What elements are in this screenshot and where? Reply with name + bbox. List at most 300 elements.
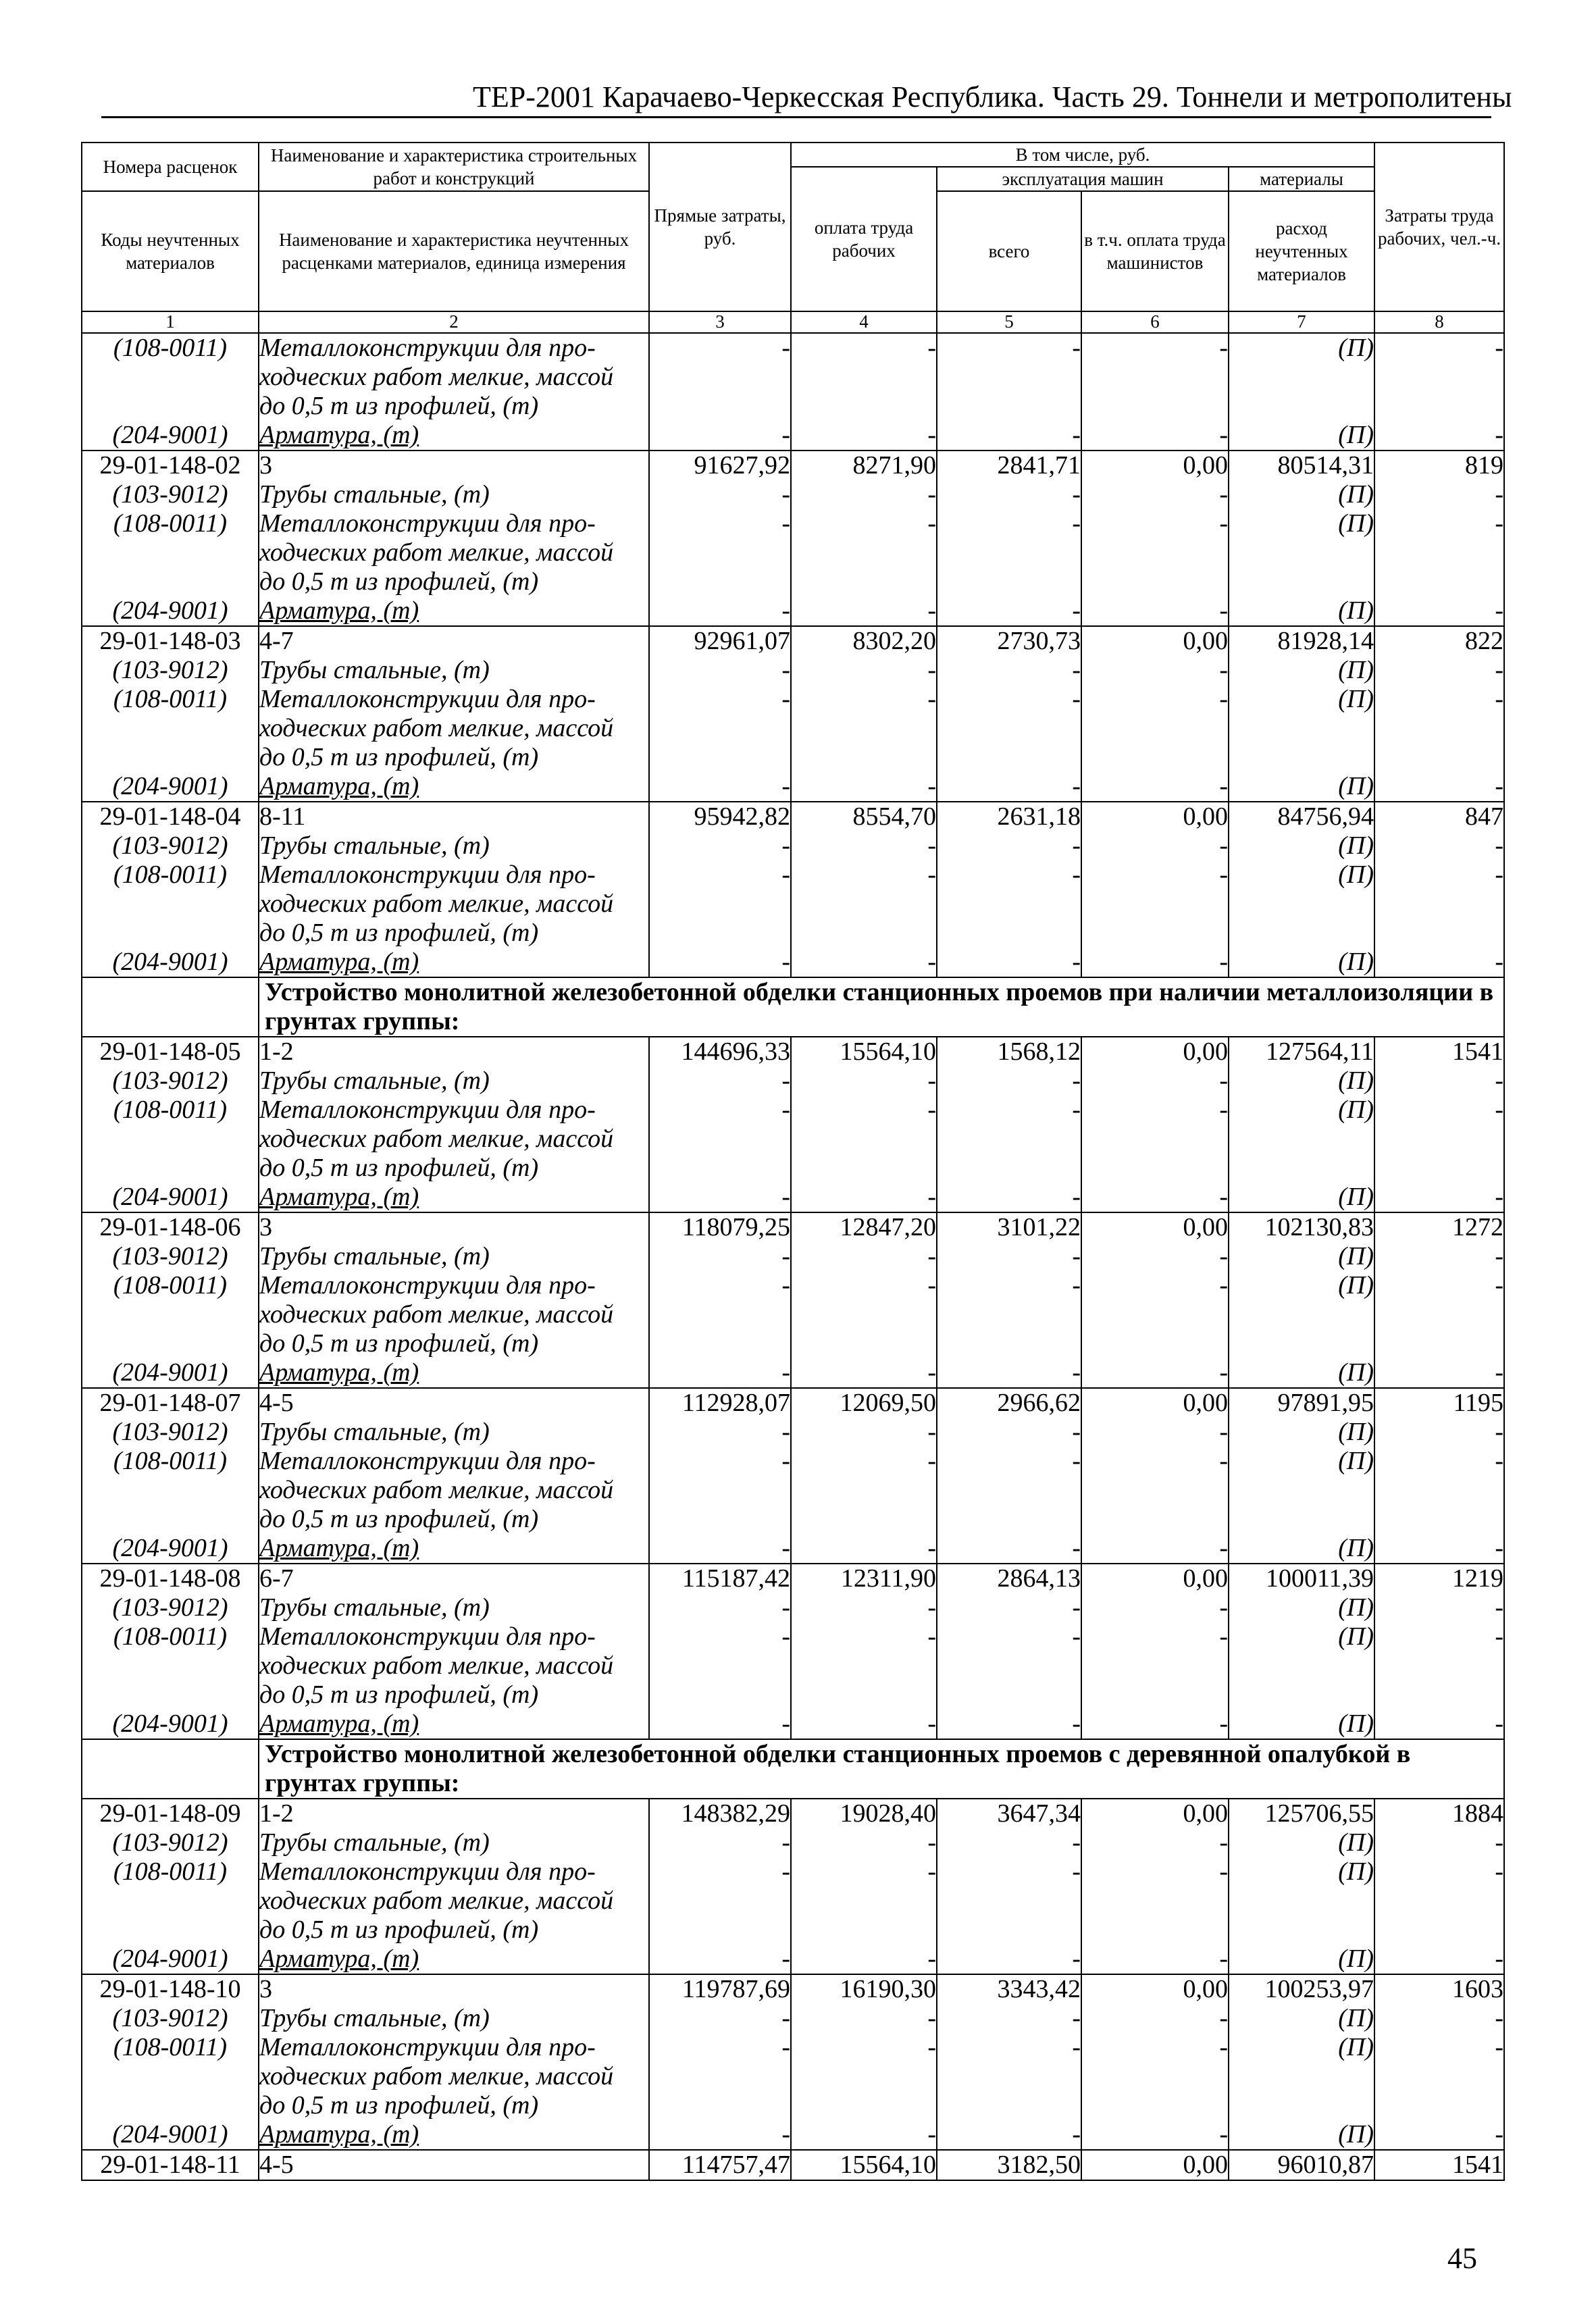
table-row — [82, 802, 1504, 831]
empty-cell — [82, 2062, 259, 2091]
dash-cell: - — [937, 480, 1081, 509]
machinist-wage: 0,00 — [1081, 1974, 1229, 2004]
material-name: Трубы стальные, (т) — [259, 1593, 649, 1622]
empty-cell — [82, 1154, 259, 1183]
dash-cell: - — [937, 1709, 1081, 1739]
empty-cell — [82, 392, 259, 421]
machine-cost: 2966,62 — [937, 1388, 1081, 1418]
empty-cell — [791, 1329, 937, 1358]
dash-cell: - — [791, 860, 937, 890]
dash-cell: - — [649, 421, 791, 451]
dash-cell: - — [1374, 333, 1504, 363]
material-name: Металлоконструкции для про- — [259, 2033, 649, 2062]
table-row — [82, 1799, 1504, 1828]
dash-cell: - — [791, 772, 937, 802]
empty-cell — [791, 538, 937, 567]
empty-cell — [791, 1886, 937, 1916]
empty-cell — [1229, 743, 1374, 772]
materials-cost: 100253,97 — [1229, 1974, 1374, 2004]
direct-cost: 148382,29 — [649, 1799, 791, 1828]
p-mark: (П) — [1229, 2120, 1374, 2150]
dash-cell: - — [1374, 1183, 1504, 1212]
empty-cell — [649, 1916, 791, 1945]
dash-cell: - — [1374, 831, 1504, 860]
dash-cell: - — [1081, 1857, 1229, 1886]
empty-cell — [1374, 1886, 1504, 1916]
materials-cost: 127564,11 — [1229, 1037, 1374, 1066]
p-mark: (П) — [1229, 480, 1374, 509]
empty-cell — [1081, 2062, 1229, 2091]
empty-cell — [791, 1476, 937, 1505]
material-name: Трубы стальные, (т) — [259, 1242, 649, 1271]
rate-code: 29-01-148-08 — [82, 1564, 259, 1593]
table-row — [82, 567, 1504, 596]
material-name: Металлоконструкции для про- — [259, 1271, 649, 1300]
dash-cell: - — [1374, 772, 1504, 802]
material-code: (108-0011) — [82, 860, 259, 890]
materials-cost: 80514,31 — [1229, 451, 1374, 480]
labor-hours: 819 — [1374, 451, 1504, 480]
col6-header: в т.ч. оплата труда машинистов — [1081, 191, 1229, 311]
dash-cell: - — [1374, 1857, 1504, 1886]
table-row — [82, 596, 1504, 626]
machine-cost: 3647,34 — [937, 1799, 1081, 1828]
dash-cell: - — [937, 2033, 1081, 2062]
dash-cell: - — [1081, 2120, 1229, 2150]
empty-cell — [1229, 2062, 1374, 2091]
table-row — [82, 1886, 1504, 1916]
dash-cell: - — [1081, 656, 1229, 685]
labor-hours: 1603 — [1374, 1974, 1504, 2004]
dash-cell: - — [1374, 1828, 1504, 1857]
table-row — [82, 2033, 1504, 2062]
empty-cell — [1081, 2091, 1229, 2120]
material-name: Арматура, (т) — [259, 772, 649, 802]
table-row — [82, 1242, 1504, 1271]
machinist-wage: 0,00 — [1081, 451, 1229, 480]
table-row — [82, 626, 1504, 656]
dash-cell: - — [649, 1271, 791, 1300]
dash-cell: - — [791, 1183, 937, 1212]
dash-cell: - — [1081, 1066, 1229, 1096]
material-name: ходческих работ мелкие, массой — [259, 1125, 649, 1154]
dash-cell: - — [649, 1447, 791, 1476]
dash-cell: - — [1081, 860, 1229, 890]
empty-cell — [791, 392, 937, 421]
material-code: (103-9012) — [82, 656, 259, 685]
dash-cell: - — [649, 831, 791, 860]
dash-cell: - — [649, 1945, 791, 1974]
dash-cell: - — [1374, 1534, 1504, 1564]
dash-cell: - — [649, 685, 791, 714]
empty-cell — [1081, 1505, 1229, 1534]
dash-cell: - — [649, 772, 791, 802]
empty-cell — [82, 919, 259, 948]
material-code: (204-9001) — [82, 421, 259, 451]
material-name: Арматура, (т) — [259, 1183, 649, 1212]
worker-wage: 12311,90 — [791, 1564, 937, 1593]
table-row — [82, 1037, 1504, 1066]
rate-code: 29-01-148-10 — [82, 1974, 259, 2004]
material-code: (103-9012) — [82, 480, 259, 509]
dash-cell: - — [791, 1534, 937, 1564]
material-code: (108-0011) — [82, 1447, 259, 1476]
col-number: 1 — [82, 311, 259, 333]
worker-wage: 19028,40 — [791, 1799, 937, 1828]
material-name: Арматура, (т) — [259, 2120, 649, 2150]
empty-cell — [937, 1886, 1081, 1916]
p-mark: (П) — [1229, 685, 1374, 714]
machine-cost: 2841,71 — [937, 451, 1081, 480]
material-name: ходческих работ мелкие, массой — [259, 890, 649, 919]
dash-cell: - — [937, 509, 1081, 538]
material-name: Арматура, (т) — [259, 596, 649, 626]
p-mark: (П) — [1229, 2004, 1374, 2033]
col8-header: Затраты труда рабочих, чел.-ч. — [1374, 143, 1504, 311]
empty-cell — [791, 1300, 937, 1329]
empty-cell — [82, 567, 259, 596]
dash-cell: - — [791, 1242, 937, 1271]
material-name: ходческих работ мелкие, массой — [259, 1476, 649, 1505]
col-number: 4 — [791, 311, 937, 333]
table-row — [82, 1505, 1504, 1534]
table-row — [82, 1709, 1504, 1739]
table-row — [82, 538, 1504, 567]
empty-cell — [1374, 1916, 1504, 1945]
p-mark: (П) — [1229, 860, 1374, 890]
dash-cell: - — [937, 1828, 1081, 1857]
dash-cell: - — [1081, 1534, 1229, 1564]
material-name: Металлоконструкции для про- — [259, 1622, 649, 1651]
empty-cell — [1229, 1651, 1374, 1680]
material-name: ходческих работ мелкие, массой — [259, 714, 649, 743]
empty-cell — [791, 1154, 937, 1183]
p-mark: (П) — [1229, 1242, 1374, 1271]
material-name: Арматура, (т) — [259, 421, 649, 451]
material-code: (204-9001) — [82, 1358, 259, 1388]
dash-cell: - — [791, 2120, 937, 2150]
empty-cell — [937, 714, 1081, 743]
empty-cell — [649, 1300, 791, 1329]
material-name: Металлоконструкции для про- — [259, 1857, 649, 1886]
table-row — [82, 685, 1504, 714]
rate-name: 4-5 — [259, 2150, 649, 2180]
dash-cell: - — [937, 1242, 1081, 1271]
col2-header-top: Наименование и характеристика строительных работ и конструкций — [259, 143, 649, 191]
dash-cell: - — [791, 421, 937, 451]
material-name: Арматура, (т) — [259, 1709, 649, 1739]
table-row — [82, 1183, 1504, 1212]
empty-cell — [1374, 743, 1504, 772]
machinist-wage: 0,00 — [1081, 626, 1229, 656]
empty-cell — [1081, 1125, 1229, 1154]
rate-code: 29-01-148-02 — [82, 451, 259, 480]
dash-cell: - — [791, 1066, 937, 1096]
dash-cell: - — [937, 596, 1081, 626]
empty-cell — [791, 1125, 937, 1154]
worker-wage: 16190,30 — [791, 1974, 937, 2004]
material-name: Трубы стальные, (т) — [259, 656, 649, 685]
dash-cell: - — [937, 1096, 1081, 1125]
dash-cell: - — [1374, 2120, 1504, 2150]
dash-cell: - — [1374, 1418, 1504, 1447]
empty-cell — [1374, 2062, 1504, 2091]
worker-wage: 8554,70 — [791, 802, 937, 831]
empty-cell — [649, 2062, 791, 2091]
dash-cell: - — [1081, 421, 1229, 451]
labor-hours: 1541 — [1374, 1037, 1504, 1066]
table-row — [82, 714, 1504, 743]
p-mark: (П) — [1229, 656, 1374, 685]
materials-cost: 102130,83 — [1229, 1212, 1374, 1242]
material-code: (204-9001) — [82, 596, 259, 626]
empty-cell — [1229, 567, 1374, 596]
rate-name: 3 — [259, 1212, 649, 1242]
table-row — [82, 1534, 1504, 1564]
empty-cell — [1374, 363, 1504, 392]
empty-cell — [1229, 1300, 1374, 1329]
empty-cell — [937, 1329, 1081, 1358]
labor-hours: 1272 — [1374, 1212, 1504, 1242]
empty-cell — [1374, 1154, 1504, 1183]
material-code: (103-9012) — [82, 831, 259, 860]
empty-cell — [937, 1300, 1081, 1329]
empty-cell — [82, 1329, 259, 1358]
table-row — [82, 2091, 1504, 2120]
material-name: Трубы стальные, (т) — [259, 1066, 649, 1096]
empty-cell — [1081, 743, 1229, 772]
page-header-title: ТЕР-2001 Карачаево-Черкесская Республика. Часть 29. Тоннели и метрополитены — [473, 80, 1512, 113]
materials-header: материалы — [1229, 167, 1374, 191]
dash-cell: - — [937, 1534, 1081, 1564]
empty-cell — [1229, 1680, 1374, 1709]
table-row — [82, 890, 1504, 919]
empty-cell — [791, 1505, 937, 1534]
table-row — [82, 451, 1504, 480]
dash-cell: - — [649, 1857, 791, 1886]
section-title: Устройство монолитной железобетонной обделки станционных проемов при наличии металлоизоляции в грунтах группы: — [259, 977, 1504, 1037]
rate-name: 6-7 — [259, 1564, 649, 1593]
dash-cell: - — [649, 1622, 791, 1651]
empty-cell — [1081, 392, 1229, 421]
col-number: 2 — [259, 311, 649, 333]
direct-cost: 144696,33 — [649, 1037, 791, 1066]
material-code: (204-9001) — [82, 948, 259, 977]
material-code: (103-9012) — [82, 1242, 259, 1271]
p-mark: (П) — [1229, 1271, 1374, 1300]
empty-cell — [1229, 890, 1374, 919]
material-name: Металлоконструкции для про- — [259, 860, 649, 890]
section-row — [82, 977, 1504, 1037]
table-row — [82, 948, 1504, 977]
worker-wage: 8302,20 — [791, 626, 937, 656]
table-row — [82, 1358, 1504, 1388]
dash-cell: - — [937, 1593, 1081, 1622]
col-number: 5 — [937, 311, 1081, 333]
direct-cost: 118079,25 — [649, 1212, 791, 1242]
material-code: (204-9001) — [82, 1534, 259, 1564]
dash-cell: - — [1374, 421, 1504, 451]
table-row — [82, 1476, 1504, 1505]
dash-cell: - — [937, 2120, 1081, 2150]
empty-cell — [1229, 1505, 1374, 1534]
empty-cell — [82, 1680, 259, 1709]
empty-cell — [937, 538, 1081, 567]
empty-cell — [1229, 2091, 1374, 2120]
dash-cell: - — [649, 860, 791, 890]
material-name: Трубы стальные, (т) — [259, 1828, 649, 1857]
table-row — [82, 1329, 1504, 1358]
empty-cell — [791, 919, 937, 948]
col1-header-bottom: Коды неучтенных материалов — [82, 191, 259, 311]
p-mark: (П) — [1229, 948, 1374, 977]
direct-cost: 115187,42 — [649, 1564, 791, 1593]
material-code: (103-9012) — [82, 1066, 259, 1096]
rate-code: 29-01-148-06 — [82, 1212, 259, 1242]
table-row — [82, 772, 1504, 802]
empty-cell — [1081, 1886, 1229, 1916]
dash-cell: - — [1081, 333, 1229, 363]
col-number: 7 — [1229, 311, 1374, 333]
dash-cell: - — [1374, 1096, 1504, 1125]
p-mark: (П) — [1229, 1709, 1374, 1739]
empty-cell — [937, 2091, 1081, 2120]
empty-cell — [649, 1154, 791, 1183]
dash-cell: - — [791, 1828, 937, 1857]
table-row — [82, 1945, 1504, 1974]
dash-cell: - — [649, 1183, 791, 1212]
dash-cell: - — [1081, 509, 1229, 538]
dash-cell: - — [649, 1828, 791, 1857]
table-row — [82, 1916, 1504, 1945]
dash-cell: - — [1374, 1447, 1504, 1476]
empty-cell — [1374, 538, 1504, 567]
section-row — [82, 1739, 1504, 1799]
dash-cell: - — [1374, 860, 1504, 890]
dash-cell: - — [1081, 1828, 1229, 1857]
dash-cell: - — [1081, 2004, 1229, 2033]
empty-cell — [82, 1476, 259, 1505]
dash-cell: - — [1081, 1242, 1229, 1271]
dash-cell: - — [1374, 596, 1504, 626]
machine-cost: 2864,13 — [937, 1564, 1081, 1593]
dash-cell: - — [937, 1447, 1081, 1476]
material-name: Металлоконструкции для про- — [259, 509, 649, 538]
empty-cell — [1374, 890, 1504, 919]
empty-cell — [82, 1125, 259, 1154]
col7-header: расход неучтенных материалов — [1229, 191, 1374, 311]
direct-cost: 114757,47 — [649, 2150, 791, 2180]
dash-cell: - — [1081, 1709, 1229, 1739]
dash-cell: - — [791, 1096, 937, 1125]
table-row — [82, 1593, 1504, 1622]
material-name: Трубы стальные, (т) — [259, 1418, 649, 1447]
table-row — [82, 1622, 1504, 1651]
material-name: до 0,5 т из профилей, (т) — [259, 1505, 649, 1534]
empty-cell — [937, 1476, 1081, 1505]
empty-cell — [1229, 919, 1374, 948]
material-name: ходческих работ мелкие, массой — [259, 2062, 649, 2091]
empty-cell — [1374, 1651, 1504, 1680]
empty-cell — [1081, 890, 1229, 919]
worker-wage: 15564,10 — [791, 1037, 937, 1066]
empty-cell — [1229, 392, 1374, 421]
empty-cell — [937, 1680, 1081, 1709]
dash-cell: - — [1374, 509, 1504, 538]
empty-cell — [82, 363, 259, 392]
empty-cell — [1374, 1680, 1504, 1709]
empty-cell — [82, 1739, 259, 1799]
dash-cell: - — [1081, 772, 1229, 802]
p-mark: (П) — [1229, 1622, 1374, 1651]
table-row — [82, 392, 1504, 421]
dash-cell: - — [791, 1418, 937, 1447]
labor-hours: 822 — [1374, 626, 1504, 656]
empty-cell — [1081, 1916, 1229, 1945]
empty-cell — [82, 1886, 259, 1916]
materials-cost: 125706,55 — [1229, 1799, 1374, 1828]
empty-cell — [649, 1125, 791, 1154]
empty-cell — [1229, 538, 1374, 567]
material-code: (204-9001) — [82, 772, 259, 802]
empty-cell — [791, 890, 937, 919]
table-row — [82, 509, 1504, 538]
rate-code: 29-01-148-03 — [82, 626, 259, 656]
materials-cost: 96010,87 — [1229, 2150, 1374, 2180]
dash-cell: - — [1374, 1593, 1504, 1622]
empty-cell — [1229, 1329, 1374, 1358]
p-mark: (П) — [1229, 1593, 1374, 1622]
material-name: Трубы стальные, (т) — [259, 2004, 649, 2033]
p-mark: (П) — [1229, 1447, 1374, 1476]
material-name: до 0,5 т из профилей, (т) — [259, 1680, 649, 1709]
machine-cost: 3101,22 — [937, 1212, 1081, 1242]
p-mark: (П) — [1229, 333, 1374, 363]
empty-cell — [791, 567, 937, 596]
dash-cell: - — [791, 1622, 937, 1651]
empty-cell — [1374, 1125, 1504, 1154]
direct-cost: 92961,07 — [649, 626, 791, 656]
material-name: до 0,5 т из профилей, (т) — [259, 743, 649, 772]
material-code: (108-0011) — [82, 685, 259, 714]
machine-cost: 3343,42 — [937, 1974, 1081, 2004]
material-code: (103-9012) — [82, 1828, 259, 1857]
labor-hours: 1219 — [1374, 1564, 1504, 1593]
p-mark: (П) — [1229, 1534, 1374, 1564]
table-row — [82, 2120, 1504, 2150]
dash-cell: - — [1081, 1593, 1229, 1622]
material-name: до 0,5 т из профилей, (т) — [259, 1329, 649, 1358]
empty-cell — [82, 977, 259, 1037]
empty-cell — [1081, 1476, 1229, 1505]
rate-name: 1-2 — [259, 1037, 649, 1066]
dash-cell: - — [649, 2004, 791, 2033]
dash-cell: - — [1374, 685, 1504, 714]
empty-cell — [937, 567, 1081, 596]
dash-cell: - — [791, 1358, 937, 1388]
material-name: ходческих работ мелкие, массой — [259, 538, 649, 567]
dash-cell: - — [791, 2004, 937, 2033]
table-row — [82, 1447, 1504, 1476]
p-mark: (П) — [1229, 772, 1374, 802]
labor-hours: 1884 — [1374, 1799, 1504, 1828]
empty-cell — [1081, 1300, 1229, 1329]
dash-cell: - — [1081, 1096, 1229, 1125]
empty-cell — [649, 567, 791, 596]
empty-cell — [791, 2091, 937, 2120]
dash-cell: - — [1374, 1622, 1504, 1651]
empty-cell — [1229, 714, 1374, 743]
